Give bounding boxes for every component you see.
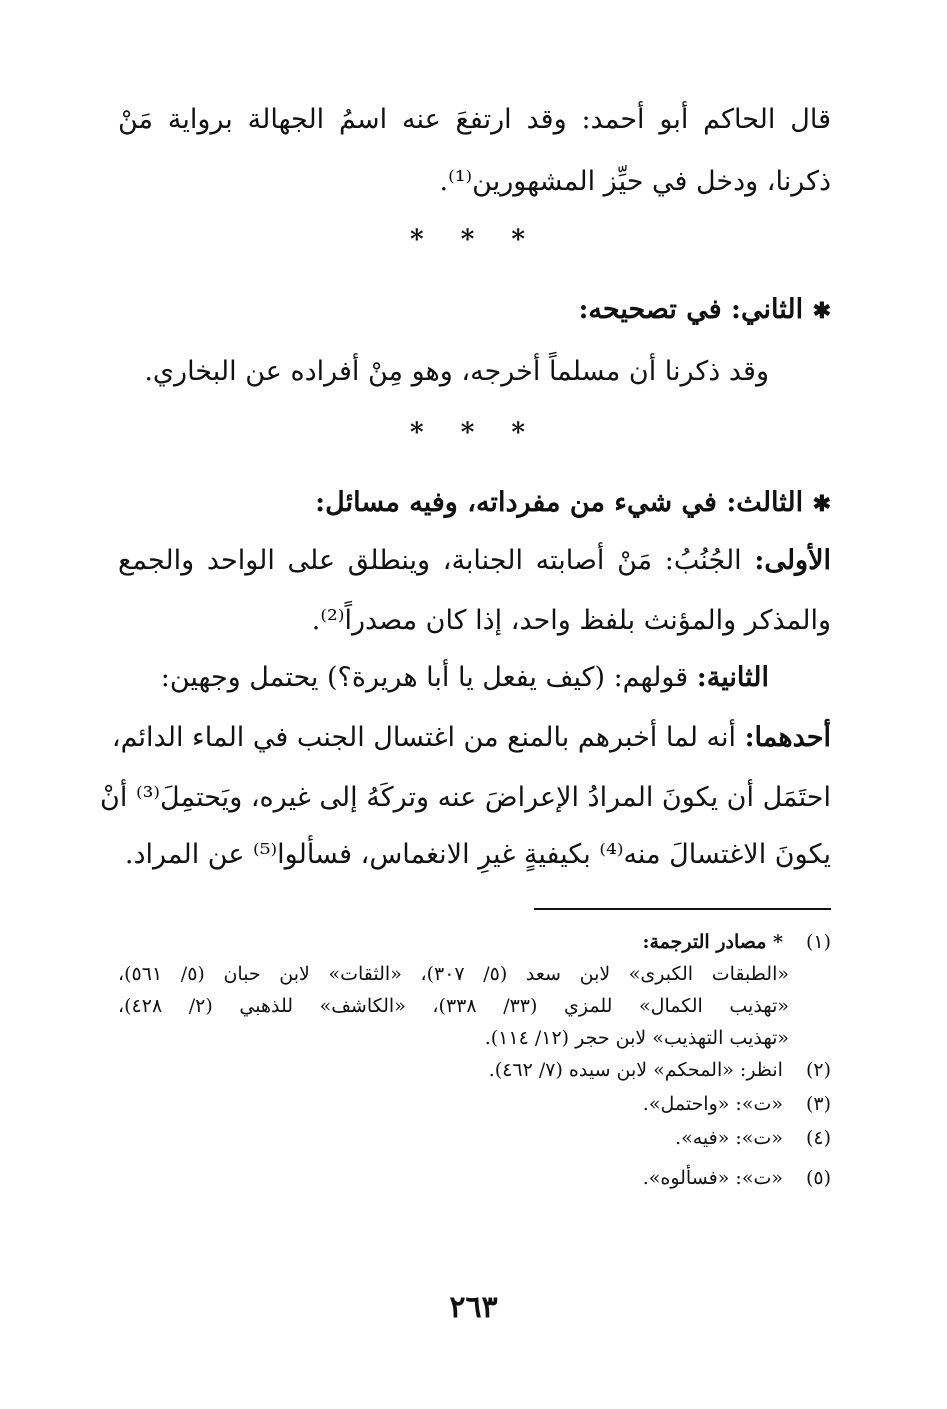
footnote-5-text: «ت»: «فسألوه».: [642, 1167, 783, 1189]
q1-line1-text: الجُنُبُ: مَنْ أصابته الجنابة، وينطلق على الواحد والجمع: [118, 545, 742, 576]
footnote-number: (٣): [805, 1093, 831, 1115]
footnote-1-heading: * مصادر الترجمة:: [642, 931, 783, 953]
footnote-2: [118, 1056, 831, 1084]
section2-heading: [578, 290, 831, 331]
separator-stars-1: * * *: [410, 225, 539, 255]
footnote-number: (١): [805, 931, 831, 953]
footnote-separator: [534, 908, 831, 910]
q2-text: قولهم: (كيف يفعل يا أبا هريرة؟) يحتمل وجهين:: [160, 662, 689, 693]
footnote-4: [118, 1124, 831, 1152]
page-body: [100, 90, 831, 1350]
page-number: ٢٦٣: [449, 1290, 498, 1325]
section3-heading: [315, 483, 831, 524]
footnote-1-line4: «تهذيب التهذيب» لابن حجر (١٢/ ١١٤).: [484, 1027, 789, 1049]
footnote-1-line2: «الطبقات الكبرى» لابن سعد (٥/ ٣٠٧)، «الثقات» لابن حبان (٥/ ٥٦١)،: [118, 963, 789, 985]
section2-heading-text: الثاني: في تصحيحه:: [578, 294, 804, 325]
footnote-3-text: «ت»: «واحتمل».: [642, 1093, 783, 1115]
footnote-1: [118, 928, 831, 956]
q1-label: الأولى:: [754, 545, 831, 576]
footnote-number: (٢): [805, 1059, 831, 1081]
para1-line1: قال الحاكم أبو أحمد: وقد ارتفعَ عنه اسمُ الجهالة برواية مَنْ: [118, 104, 831, 135]
footnote-number: (٤): [805, 1127, 831, 1149]
asterisk-icon: ✱: [812, 298, 831, 324]
section2-text: وقد ذكرنا أن مسلماً أخرجه، وهو مِنْ أفراده عن البخاري.: [144, 356, 769, 387]
footnote-5: [118, 1164, 831, 1192]
a1-label: أحدهما:: [744, 722, 831, 753]
a1-line3: يكونَ الاغتسالَ منه⁽⁴⁾ بكيفيةٍ غيرِ الانغماس، فسألوا⁽⁵⁾ عن المراد.: [124, 839, 831, 870]
footnote-number: (٥): [805, 1167, 831, 1189]
a1-line1: [111, 718, 831, 758]
footnote-1-line3: «تهذيب الكمال» للمزي (٣٣/ ٣٣٨)، «الكاشف» للذهبي (٢/ ٤٢٨)،: [118, 995, 789, 1017]
a1-line2: احتَمَل أن يكونَ المرادُ الإعراضَ عنه وتركَهُ إلى غيره، ويَحتمِلَ⁽³⁾ أنْ: [100, 782, 831, 813]
para1-line2: ذكرنا، ودخل في حيِّز المشهورين⁽¹⁾.: [439, 166, 831, 197]
q1-line1: [118, 541, 831, 581]
footnote-4-text: «ت»: «فيه».: [675, 1127, 783, 1149]
q1-line2: والمذكر والمؤنث بلفظ واحد، إذا كان مصدراً⁽²⁾.: [311, 605, 831, 636]
section3-heading-text: الثالث: في شيء من مفرداته، وفيه مسائل:: [315, 487, 804, 518]
q2-line: [56, 658, 769, 698]
a1-line1-text: أنه لما أخبرهم بالمنع من اغتسال الجنب في الماء الدائم،: [111, 722, 736, 753]
separator-stars-2: * * *: [410, 418, 539, 448]
asterisk-icon: ✱: [812, 491, 831, 517]
footnote-2-text: انظر: «المحكم» لابن سيده (٧/ ٤٦٢).: [488, 1059, 783, 1081]
footnote-3: [118, 1090, 831, 1118]
q2-label: الثانية:: [696, 662, 769, 693]
